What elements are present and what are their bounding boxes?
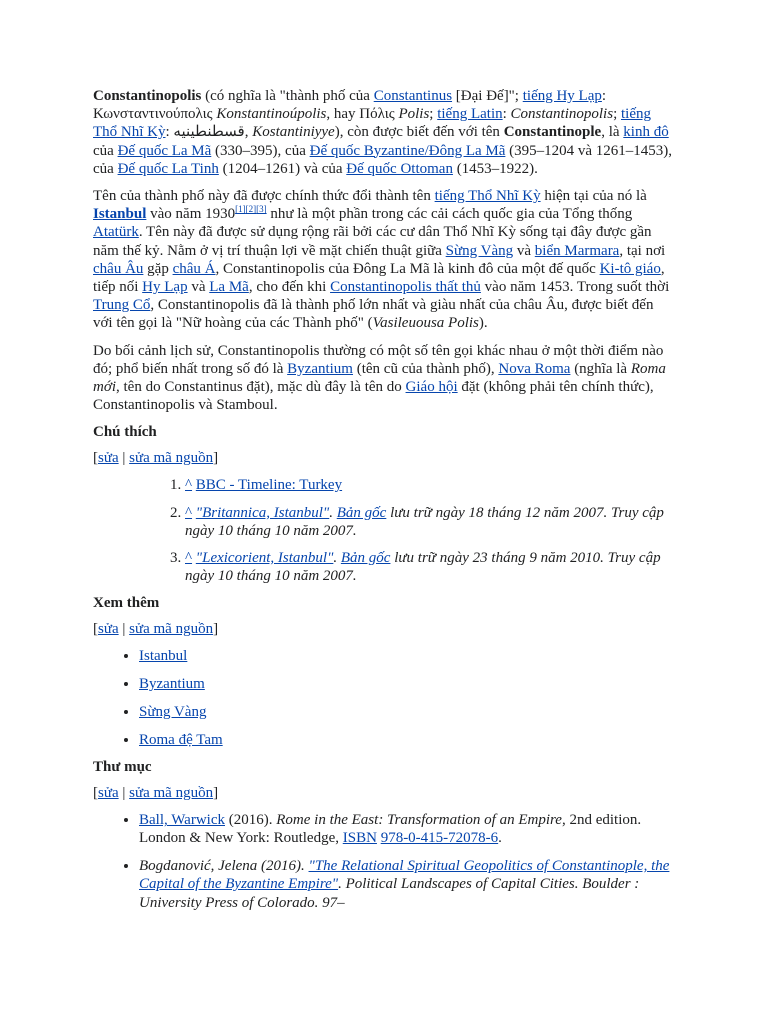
- text: và: [513, 242, 535, 259]
- text: . Tên này đã được sử dụng rộng rãi bởi các cư dân Thổ Nhĩ Kỳ sống tại đây được gần năm thế kỷ. Nằm ở vị trí thuận lợi về mặt chiến thuật giữa: [93, 224, 652, 259]
- text: gặp: [143, 260, 173, 277]
- link-ki-to-giao[interactable]: Ki-tô giáo: [599, 260, 661, 277]
- italic-text: Vasileuousa Polis: [372, 315, 479, 332]
- references-list: [93, 476, 675, 585]
- section-heading-notes: Chú thích: [93, 424, 157, 441]
- see-also-link-sung-vang[interactable]: Sừng Vàng: [139, 703, 207, 720]
- text: (330–395), của: [211, 142, 310, 159]
- text: Do bối cảnh lịch sử, Constantinopolis thường có một số tên gọi khác nhau ở một thời điểm nào đó; phổ biến nhất trong số đó là: [93, 342, 664, 377]
- text: : قسطنطينيه,: [165, 124, 253, 141]
- link-kinh-do[interactable]: kinh đô: [623, 124, 669, 141]
- intro-paragraph-2: [93, 187, 675, 333]
- author-link-ball[interactable]: Ball, Warwick: [139, 812, 225, 829]
- bibliography-item: [139, 811, 675, 847]
- text: , tại nơi: [619, 242, 666, 259]
- text: ;: [613, 106, 621, 123]
- link-de-quoc-la-ma[interactable]: Đế quốc La Mã: [117, 142, 212, 159]
- text: , hay Πόλις: [326, 106, 399, 123]
- separator: |: [118, 450, 130, 467]
- article-content: [93, 87, 675, 921]
- text: đặt (không phải tên chính thức), Constantinopolis và Stamboul.: [93, 379, 654, 414]
- text: :: [502, 106, 511, 123]
- text: .: [333, 550, 341, 567]
- link-de-quoc-byzantine[interactable]: Đế quốc Byzantine/Đông La Mã: [309, 142, 506, 159]
- reference-details: lưu trữ ngày 23 tháng 9 năm 2010. Truy cập ngày 10 tháng 10 năm 2007.: [185, 550, 661, 585]
- text: như là một phần trong các cải cách quốc gia của Tổng thống: [266, 206, 633, 223]
- reference-link[interactable]: BBC - Timeline: Turkey: [195, 477, 343, 494]
- see-also-link-istanbul[interactable]: Istanbul: [139, 648, 188, 665]
- book-title: Rome in the East: Transformation of an Empire: [276, 812, 562, 829]
- link-tieng-tho-nhi-ky[interactable]: tiếng Thổ Nhĩ Kỳ: [93, 106, 651, 141]
- bracket: ]: [213, 621, 219, 638]
- publication-details: . Political Landscapes of Capital Cities. Boulder : University Press of Colorado. 97–: [139, 876, 640, 911]
- italic-text: Constantinopolis: [510, 106, 614, 123]
- text: vào năm 1453. Trong suốt thời: [480, 279, 670, 296]
- text: ), còn được biết đến với tên: [334, 124, 504, 141]
- text: (có nghĩa là "thành phố của: [201, 88, 374, 104]
- intro-paragraph-1: [93, 87, 675, 178]
- section-edit-links: [93, 620, 675, 638]
- citation-2[interactable]: [2]: [245, 204, 257, 215]
- text: , 2nd edition. London & New York: Routledge,: [139, 812, 642, 847]
- link-constantinus[interactable]: Constantinus: [373, 88, 453, 104]
- citation-refs: [235, 204, 267, 214]
- bibliography-list: [93, 811, 675, 912]
- link-giao-hoi[interactable]: Giáo hội: [405, 379, 458, 396]
- text: : Κωνσταντινούπολις: [93, 88, 607, 123]
- bold-text: Constantinople: [503, 124, 602, 141]
- bracket: [: [93, 785, 98, 802]
- text: vào năm 1930: [146, 206, 236, 223]
- reference-details: lưu trữ ngày 18 tháng 12 năm 2007. Truy cập ngày 10 tháng 10 năm 2007.: [185, 504, 664, 539]
- text: .: [329, 504, 337, 521]
- reference-item: [185, 504, 675, 540]
- italic-text: Roma mới: [93, 360, 666, 396]
- reference-title: "Britannica, Istanbul": [195, 504, 330, 521]
- link-nova-roma[interactable]: Nova Roma: [498, 360, 571, 377]
- text: [Đại Đế]";: [452, 88, 523, 104]
- archive-link-text: Bản gốc: [336, 504, 387, 521]
- backlink-caret[interactable]: ^: [185, 504, 193, 521]
- separator: |: [118, 785, 130, 802]
- italic-text: Kostantiniyye: [252, 124, 335, 141]
- reference-link[interactable]: [196, 550, 334, 566]
- link-chau-au[interactable]: châu Âu: [93, 260, 144, 277]
- italic-text: Konstantinoúpolis: [216, 106, 327, 123]
- edit-link[interactable]: sửa: [98, 621, 119, 638]
- text: , là: [601, 124, 624, 141]
- backlink-caret[interactable]: ^: [185, 550, 193, 567]
- isbn-label-link[interactable]: ISBN: [342, 830, 377, 847]
- bold-link-text: Istanbul: [93, 206, 147, 223]
- text: , Constantinopolis của Đông La Mã là kinh đô của một đế quốc: [215, 260, 600, 277]
- citation-1[interactable]: [1]: [235, 204, 246, 215]
- list-item: [139, 647, 675, 665]
- section-heading-see-also: Xem thêm: [93, 595, 160, 612]
- article-title: "The Relational Spiritual Geopolitics of Constantinople, the Capital of the Byzantine Empire": [139, 858, 670, 893]
- reference-item: [185, 549, 675, 585]
- archive-link[interactable]: [341, 550, 391, 566]
- text: , tên do Constantinus đặt), mặc dù đây là tên do: [116, 379, 406, 396]
- author-text: Bogdanović, Jelena (2016).: [139, 858, 309, 875]
- edit-source-link[interactable]: sửa mã nguồn: [129, 450, 214, 467]
- link-sung-vang[interactable]: Sừng Vàng: [445, 242, 514, 259]
- text: (1204–1261) và của: [218, 160, 347, 177]
- link-bien-marmara[interactable]: biển Marmara: [534, 242, 620, 259]
- bracket: [: [93, 621, 98, 638]
- reference-link[interactable]: [196, 505, 329, 521]
- link-tieng-tho-nhi-ky-2[interactable]: tiếng Thổ Nhĩ Kỳ: [434, 188, 541, 205]
- see-also-link-roma-de-tam[interactable]: Roma đệ Tam: [139, 731, 223, 748]
- edit-source-link[interactable]: sửa mã nguồn: [129, 785, 214, 802]
- archive-link[interactable]: [337, 505, 387, 521]
- text: (1453–1922).: [452, 160, 538, 177]
- archive-link-text: Bản gốc: [340, 550, 391, 567]
- section-heading-bibliography: Thư mục: [93, 759, 152, 776]
- edit-source-link[interactable]: sửa mã nguồn: [129, 621, 214, 638]
- link-tieng-latin[interactable]: tiếng Latin: [437, 106, 503, 123]
- list-item: [139, 675, 675, 693]
- link-ataturk[interactable]: Atatürk: [93, 224, 139, 241]
- edit-link[interactable]: sửa: [98, 450, 119, 467]
- isbn-number-link[interactable]: 978-0-415-72078-6: [380, 830, 499, 847]
- reference-title: "Lexicorient, Istanbul": [195, 550, 334, 567]
- bracket: ]: [213, 450, 219, 467]
- text: (nghĩa là: [570, 360, 631, 377]
- separator: |: [118, 621, 130, 638]
- text: (395–1204 và 1261–1453), của: [93, 142, 673, 177]
- link-chau-a[interactable]: châu Á: [172, 260, 216, 277]
- reference-item: [185, 476, 675, 494]
- link-hy-lap[interactable]: Hy Lạp: [142, 279, 188, 296]
- bracket: ]: [213, 785, 219, 802]
- text: Tên của thành phố này đã được chính thức đổi thành tên: [93, 188, 435, 205]
- link-tieng-hy-lap[interactable]: tiếng Hy Lạp: [522, 88, 602, 104]
- backlink-caret[interactable]: ^: [185, 477, 193, 494]
- text: (2016).: [225, 812, 277, 829]
- link-istanbul-bold[interactable]: [93, 206, 146, 222]
- text: hiện tại của nó là: [540, 188, 647, 205]
- text: , cho đến khi: [248, 279, 331, 296]
- section-edit-links: [93, 449, 675, 467]
- link-de-quoc-la-tinh[interactable]: Đế quốc La Tinh: [117, 160, 219, 177]
- text: và: [187, 279, 210, 296]
- text: , tiếp nối: [93, 260, 665, 296]
- section-edit-links: [93, 784, 675, 802]
- bibliography-item: [139, 857, 675, 912]
- link-trung-co[interactable]: Trung Cổ: [93, 297, 151, 314]
- see-also-link-byzantium[interactable]: Byzantium: [139, 676, 205, 693]
- link-de-quoc-ottoman[interactable]: Đế quốc Ottoman: [346, 160, 453, 177]
- text: (tên cũ của thành phố),: [352, 360, 499, 377]
- list-item: [139, 703, 675, 721]
- list-item: [139, 731, 675, 749]
- see-also-list: [93, 647, 675, 748]
- link-la-ma[interactable]: La Mã: [209, 279, 249, 296]
- italic-text: Polis: [398, 106, 430, 123]
- text: , Constantinopolis đã là thành phố lớn nhất và giàu nhất của châu Âu, được biết đến với tên gọi là "Nữ hoàng của các Thành phố" (: [93, 297, 654, 332]
- text: của: [93, 142, 118, 159]
- link-byzantium[interactable]: Byzantium: [287, 360, 353, 377]
- edit-link[interactable]: sửa: [98, 785, 119, 802]
- intro-paragraph-3: [93, 342, 675, 415]
- text: ).: [478, 315, 488, 332]
- text: .: [498, 830, 502, 847]
- text: ;: [429, 106, 438, 123]
- citation-3[interactable]: [3]: [256, 204, 267, 215]
- link-constantinopolis-that-thu[interactable]: Constantinopolis thất thủ: [330, 279, 481, 296]
- bracket: [: [93, 450, 98, 467]
- article-title-bold: Constantinopolis: [93, 88, 202, 104]
